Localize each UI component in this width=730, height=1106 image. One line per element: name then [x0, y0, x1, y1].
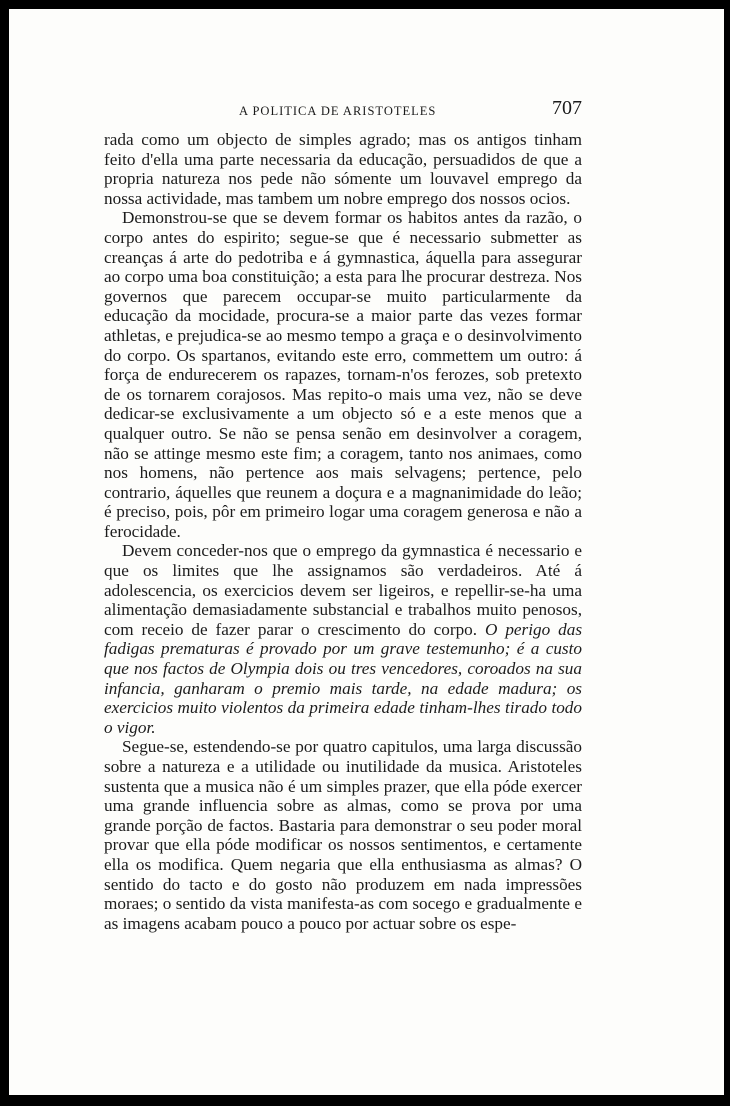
body-text: [104, 130, 582, 933]
page-header: [104, 97, 582, 123]
paragraph-text: rada como um objecto de simples agrado; mas os antigos tinham feito d'ella uma parte necessaria da educação, persuadidos de que a propria natureza nos pede não sómente um louvavel emprego da nossa actividade, mas tambem um nobre emprego dos nossos ocios.: [104, 130, 582, 208]
page-number: 707: [552, 97, 582, 119]
paragraph: [104, 130, 582, 208]
italic-passage: O perigo das fadigas prematuras é provado por um grave testemunho; é a custo que nos factos de Olympia dois ou tres vencedores, coroados na sua infancia, ganharam o premio mais tarde, na edade madura; os exercicios muito violentos da primeira edade tinham-lhes tirado todo o vigor.: [104, 619, 583, 737]
book-page: [9, 9, 724, 1095]
paragraph: [104, 737, 582, 933]
paragraph: [104, 208, 582, 541]
running-title: A POLITICA DE ARISTOTELES: [239, 104, 437, 118]
paragraph-text: Devem conceder-nos que o emprego da gymnastica é necessario e que os limites que lhe assignamos são verdadeiros. Até á adolescencia, os exercicios devem ser ligeiros, e repellir-se-ha uma alimentação demasiadamente substancial e trabalhos muito penosos, com receio de fazer parar o crescimento do corpo.: [104, 541, 582, 639]
paragraph-text: Segue-se, estendendo-se por quatro capitulos, uma larga discussão sobre a natureza e a utilidade ou inutilidade da musica. Aristoteles sustenta que a musica não é um simples prazer, que ella póde exercer uma grande influencia sobre as almas, como se prova por uma grande porção de factos. Bastaria para demonstrar o seu poder moral provar que ella póde modificar os nossos sentimentos, e certamente ella os modifica. Quem negaria que ella enthusiasma as almas? O sentido do tacto e do gosto não produzem em nada impressões moraes; o sentido da vista manifesta-as com socego e gradualmente e as imagens acabam pouco a pouco por actuar sobre os espe-: [104, 737, 582, 933]
paragraph: [104, 541, 582, 737]
paragraph-text: Demonstrou-se que se devem formar os habitos antes da razão, o corpo antes do espirito; segue-se que é necessario submetter as creanças á arte do pedotriba e á gymnastica, áquella para assegurar ao corpo uma boa constituição; a esta para lhe procurar destreza. Nos governos que parecem occupar-se muito particularmente da educação da mocidade, procura-se a maior parte das vezes formar athletas, e prejudica-se ao mesmo tempo a graça e o desinvolvimento do corpo. Os spartanos, evitando este erro, commettem um outro: á força de endurecerem os rapazes, tornam-n'os ferozes, sob pretexto de os tornarem corajosos. Mas repito-o mais uma vez, não se deve dedicar-se exclusivamente a um objecto só e a este menos que a qualquer outro. Se não se pensa senão em desinvolver a coragem, não se attinge mesmo este fim; a coragem, tanto nos animaes, como nos homens, não pertence aos mais selvagens; pertence, pelo contrario, áquelles que reunem a doçura e a magnanimidade do leão; é preciso, pois, pôr em primeiro logar uma coragem generosa e não a ferocidade.: [104, 208, 582, 541]
